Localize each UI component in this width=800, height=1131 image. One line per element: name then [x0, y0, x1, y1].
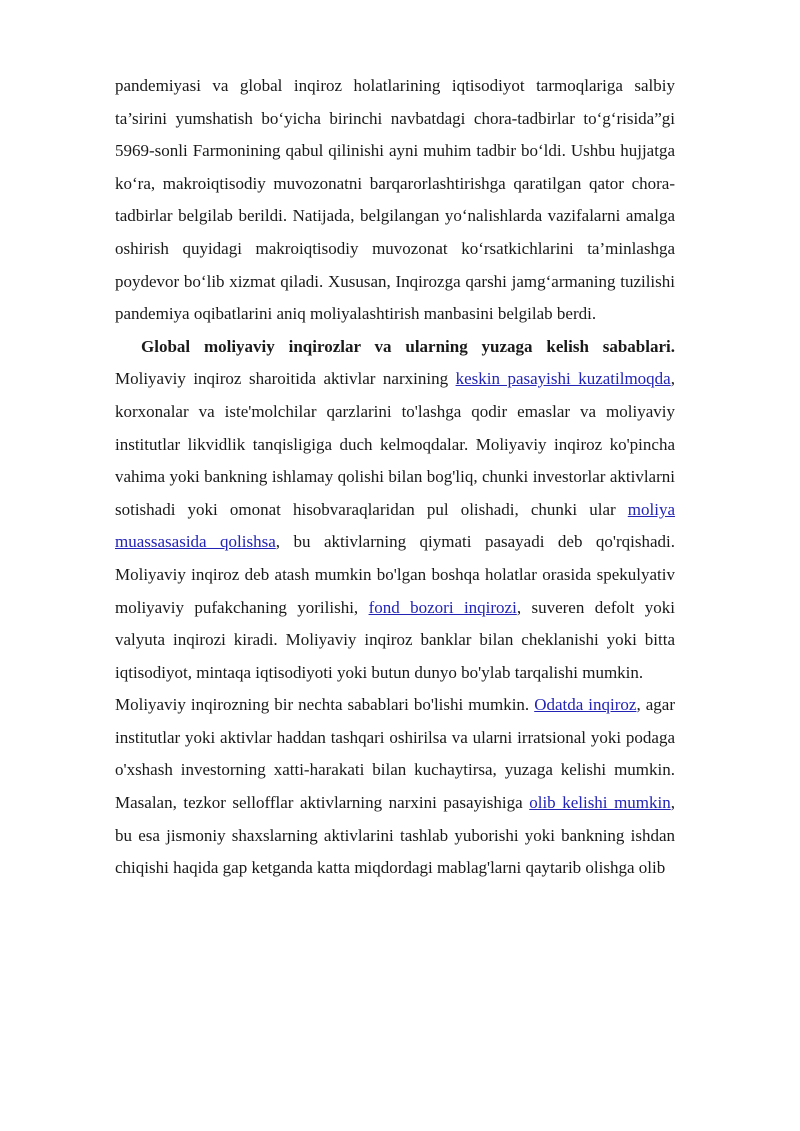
link-moliya-muassasasida[interactable]: moliya muassasasida qolishsa	[115, 499, 675, 552]
paragraph-text: , agar institutlar yoki aktivlar haddan tashqari oshirilsa va ularni irratsional yoki podaga o'xshash investorning xatti-harakati bilan kuchaytirsa, yuzaga kelishi mumkin. Masalan, tezkor sellofflar aktivlarning narxini pasayishiga	[115, 695, 675, 813]
paragraph-1	[115, 70, 675, 331]
paragraph-text: Moliyaviy inqiroz sharoitida aktivlar narxining	[115, 369, 456, 389]
paragraph-text: , korxonalar va iste'molchilar qarzlarini to'lashga qodir emaslar va moliyaviy institutlar likvidlik tanqisligiga duch kelmoqdalar. Moliyaviy inqiroz ko'pincha vahima yoki bankning ishlamay qolishi bilan bog'liq, chunki investorlar aktivlarni sotishadi yoki omonat hisobvaraqlaridan pul olishadi, chunki ular	[115, 369, 675, 519]
link-fond-bozori-inqirozi[interactable]: fond bozori inqirozi	[368, 597, 517, 617]
paragraph-text: , suveren defolt yoki valyuta inqirozi kiradi. Moliyaviy inqiroz banklar bilan cheklanishi yoki bitta iqtisodiyot, mintaqa iqtisodiyoti yoki butun dunyo bo'ylab tarqalishi mumkin.	[115, 597, 675, 682]
paragraph-2	[115, 331, 675, 690]
section-heading: Global moliyaviy inqirozlar va ularning yuzaga kelish sabablari.	[141, 336, 675, 356]
link-keskin-pasayishi[interactable]: keskin pasayishi kuzatilmoqda	[455, 369, 671, 389]
link-odatda-inqiroz[interactable]: Odatda inqiroz	[534, 695, 637, 715]
document-page	[115, 70, 675, 885]
paragraph-text: , bu aktivlarning qiymati pasayadi deb qo'rqishadi. Moliyaviy inqiroz deb atash mumkin bo'lgan boshqa holatlar orasida spekulyativ moliyaviy pufakchaning yorilishi,	[115, 532, 675, 617]
paragraph-text: Moliyaviy inqirozning bir nechta sabablari bo'lishi mumkin.	[115, 695, 535, 715]
paragraph-text: , bu esa jismoniy shaxslarning aktivlarini tashlab yuborishi yoki bankning ishdan chiqishi haqida gap ketganda katta miqdordagi mablag'larni qaytarib olishga olib	[115, 793, 675, 878]
paragraph-3	[115, 689, 675, 885]
link-olib-kelishi-mumkin[interactable]: olib kelishi mumkin	[529, 793, 671, 813]
paragraph-text: pandemiyasi va global inqiroz holatlarining iqtisodiyot tarmoqlariga salbiy ta’sirini yumshatish bo‘yicha birinchi navbatdagi chora-tadbirlar to‘g‘risida”gi 5969-sonli Farmonining qabul qilinishi ayni muhim tadbir bo‘ldi. Ushbu hujjatga ko‘ra, makroiqtisodiy muvozonatni barqarorlashtirishga qaratilgan qator chora-tadbirlar belgilab berildi. Natijada, belgilangan yo‘nalishlarda vazifalarni amalga oshirish quyidagi makroiqtisodiy muvozonat ko‘rsatkichlarini ta’minlashga poydevor bo‘lib xizmat qiladi. Xususan, Inqirozga qarshi jamg‘armaning tuzilishi pandemiya oqibatlarini aniq moliyalashtirish manbasini belgilab berdi.	[115, 76, 675, 324]
